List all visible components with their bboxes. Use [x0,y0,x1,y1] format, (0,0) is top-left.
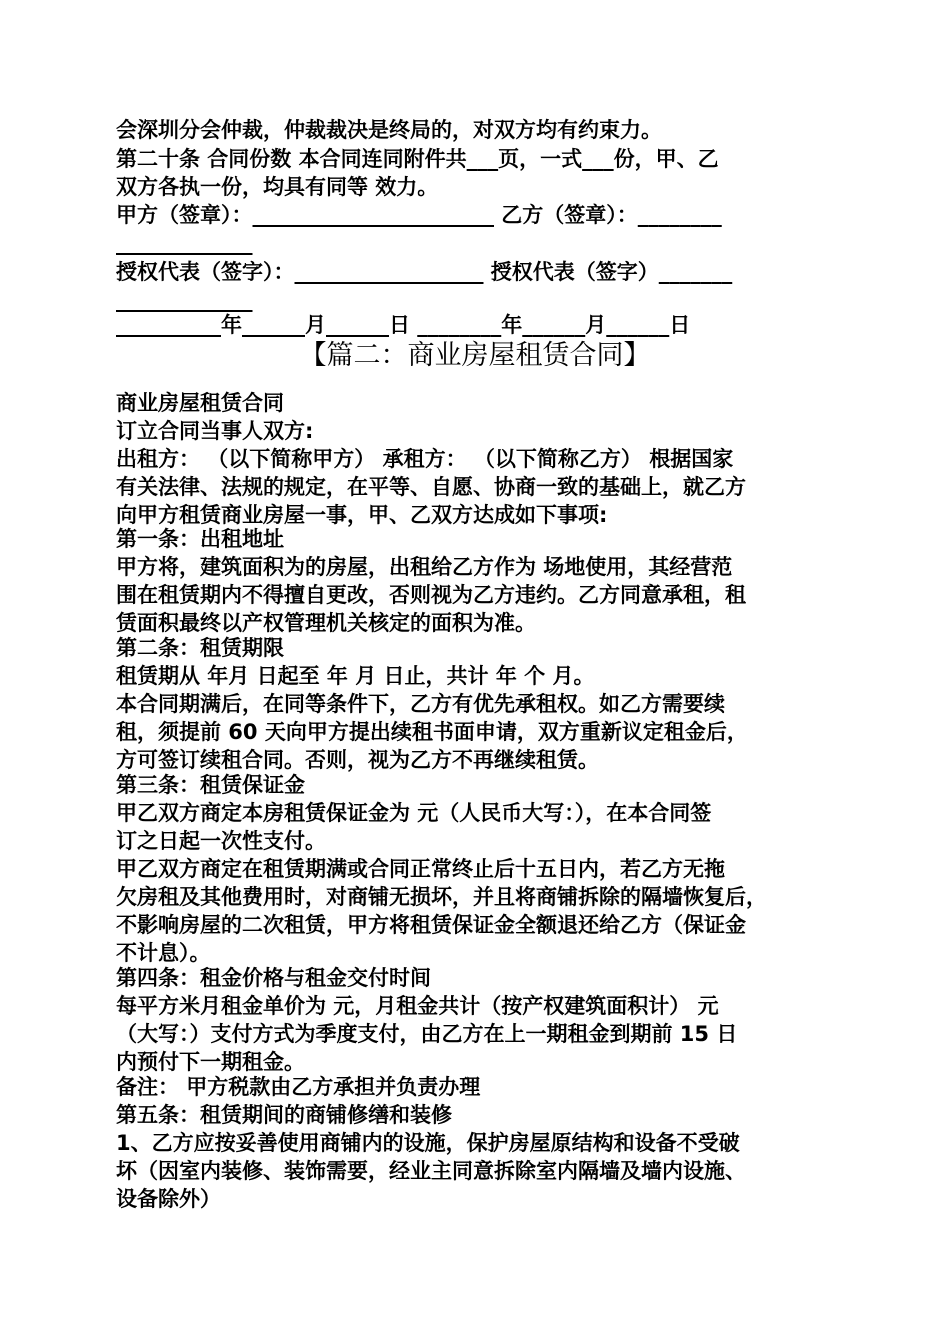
text-line: （大写：）支付方式为季度支付，由乙方在上一期租金到期前 15 日 [116,1022,738,1046]
signature-line-party-a-b: 甲方（签章）：_______________________ 乙方（签章）：________ [116,203,722,227]
text-line: 方可签订续租合同。否则，视为乙方不再继续租赁。 [116,748,599,772]
text-line: 围在租赁期内不得擅自更改，否则视为乙方违约。乙方同意承租，租 [116,583,746,607]
text-line: 向甲方租赁商业房屋一事，甲、乙双方达成如下事项: [116,503,608,527]
date-line: __________年______月______日 ________年______月______日 [116,313,691,337]
text-line: 租，须提前 60 天向甲方提出续租书面申请，双方重新议定租金后， [116,720,748,744]
text-line: 第二十条 合同份数 本合同连同附件共___页，一式___份，甲、乙 [116,147,719,171]
text-line: 赁面积最终以产权管理机关核定的面积为准。 [116,611,536,635]
article-heading: 第四条：租金价格与租金交付时间 [116,966,431,990]
text-line: 设备除外） [116,1187,221,1211]
section-heading: 【篇二：商业房屋租赁合同】 [299,340,651,371]
text-line: 内预付下一期租金。 [116,1050,305,1074]
text-line: 本合同期满后，在同等条件下，乙方有优先承租权。如乙方需要续 [116,692,725,716]
text-line: 甲方将，建筑面积为的房屋，出租给乙方作为 场地使用，其经营范 [116,555,733,579]
text-line: 坏（因室内装修、装饰需要，经业主同意拆除室内隔墙及墙内设施、 [116,1159,746,1183]
representative-signature-continuation: _____________ [116,288,253,312]
article-heading: 第一条：出租地址 [116,527,284,551]
text-line: 租赁期从 年月 日起至 年 月 日止，共计 年 个 月。 [116,664,595,688]
text-line: 每平方米月租金单价为 元，月租金共计（按产权建筑面积计） 元 [116,994,719,1018]
signature-line-continuation: _____________ [116,231,253,255]
text-line: 订立合同当事人双方: [116,419,314,443]
article-heading: 第二条：租赁期限 [116,636,284,660]
article-heading: 第三条：租赁保证金 [116,773,305,797]
text-line: 甲乙双方商定本房租赁保证金为 元（人民币大写：），在本合同签 [116,801,712,825]
text-line: 欠房租及其他费用时，对商铺无损坏，并且将商铺拆除的隔墙恢复后， [116,885,767,909]
contract-title: 商业房屋租赁合同 [116,391,284,415]
text-line: 甲乙双方商定在租赁期满或合同正常终止后十五日内，若乙方无拖 [116,857,725,881]
remark-line: 备注： 甲方税款由乙方承担并负责办理 [116,1075,481,1099]
text-line: 订之日起一次性支付。 [116,829,326,853]
text-line: 1、乙方应按妥善使用商铺内的设施，保护房屋原结构和设备不受破 [116,1131,740,1155]
text-line: 双方各执一份，均具有同等 效力。 [116,175,439,199]
text-line: 出租方： （以下简称甲方） 承租方： （以下简称乙方） 根据国家 [116,447,734,471]
representative-signature-line: 授权代表（签字）：__________________ 授权代表（签字）_______ [116,260,733,284]
text-line: 有关法律、法规的规定，在平等、自愿、协商一致的基础上，就乙方 [116,475,746,499]
text-line: 不计息）。 [116,941,211,965]
text-line: 会深圳分会仲裁，仲裁裁决是终局的，对双方均有约束力。 [116,118,662,142]
text-line: 不影响房屋的二次租赁，甲方将租赁保证金全额退还给乙方（保证金 [116,913,746,937]
article-heading: 第五条：租赁期间的商铺修缮和装修 [116,1103,452,1127]
